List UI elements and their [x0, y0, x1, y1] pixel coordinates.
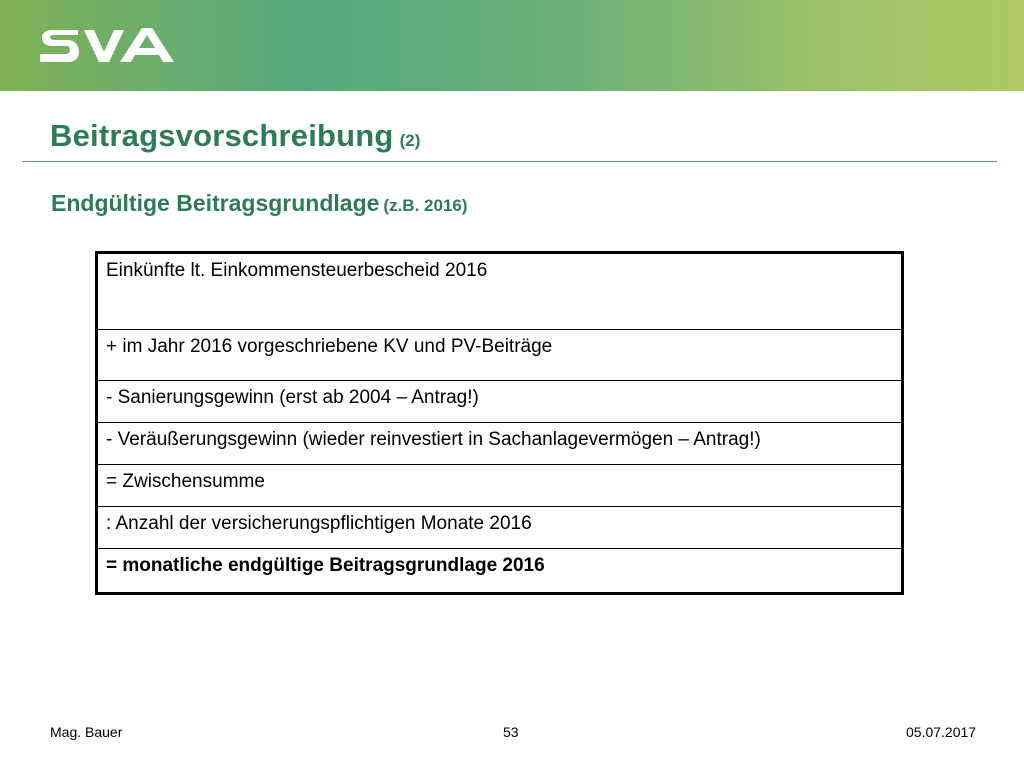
table-row	[97, 330, 903, 381]
table-row	[97, 549, 903, 594]
table-row	[97, 423, 903, 465]
table-row	[97, 381, 903, 423]
footer-date: 05.07.2017	[906, 724, 977, 740]
table-cell-subtotal: = Zwischensumme	[97, 465, 903, 507]
table-row	[97, 465, 903, 507]
title-suffix: (2)	[399, 131, 421, 150]
title-main: Beitragsvorschreibung	[50, 118, 394, 153]
table-cell-income: Einkünfte lt. Einkommensteuerbescheid 2016	[97, 253, 903, 330]
table-row	[97, 253, 903, 330]
sva-logo	[38, 24, 178, 66]
slide-subtitle	[51, 190, 468, 217]
table-cell-disposal-gain: - Veräußerungsgewinn (wieder reinvestiert in Sachanlagevermögen – Antrag!)	[97, 423, 903, 465]
logo-letter-s	[40, 30, 79, 62]
logo-letter-a	[120, 28, 174, 62]
calculation-table	[95, 251, 904, 595]
subtitle-main: Endgültige Beitragsgrundlage	[51, 190, 380, 216]
logo-letter-v	[84, 30, 124, 62]
subtitle-suffix: (z.B. 2016)	[383, 196, 468, 215]
footer-author: Mag. Bauer	[50, 724, 123, 740]
table-cell-months: : Anzahl der versicherungspflichtigen Monate 2016	[97, 507, 903, 549]
footer-page-number: 53	[503, 724, 519, 740]
header-band	[0, 0, 1024, 91]
slide-title	[50, 118, 420, 154]
table-cell-result: = monatliche endgültige Beitragsgrundlage 2016	[97, 549, 903, 594]
table-cell-contributions: + im Jahr 2016 vorgeschriebene KV und PV-Beiträge	[97, 330, 903, 381]
table-row	[97, 507, 903, 549]
title-divider	[22, 161, 997, 162]
table-cell-restructuring-gain: - Sanierungsgewinn (erst ab 2004 – Antrag!)	[97, 381, 903, 423]
